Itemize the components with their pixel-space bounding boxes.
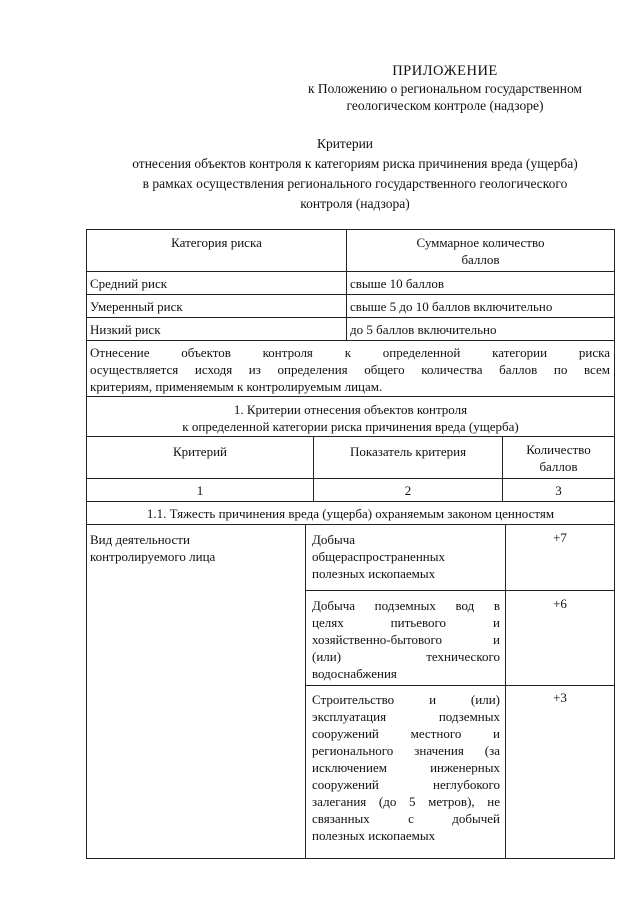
criterion-line-1: Вид деятельности (90, 532, 190, 547)
indicator-cell (312, 531, 500, 582)
criteria-line-3: контроля (надзора) (300, 196, 410, 211)
column-number-2: 2 (404, 483, 412, 498)
risk-note-line-2: осуществляется исходя из определения общего количества баллов по всем (90, 362, 610, 377)
column-header-quantity-line-1: Количество (526, 442, 591, 457)
indicator-line: полезных ископаемых (312, 828, 436, 843)
criteria-line-2: в рамках осуществления регионального государственного геологического (142, 176, 568, 191)
indicator-line: целях питьевого и (312, 615, 500, 630)
indicator-line: Добыча (312, 532, 356, 547)
appendix-title: ПРИЛОЖЕНИЕ (392, 63, 498, 79)
indicator-line: Добыча подземных вод в (312, 598, 500, 613)
indicator-cell (312, 597, 500, 682)
subsection-title: 1.1. Тяжесть причинения вреда (ущерба) охраняемым законом ценностям (146, 506, 555, 521)
criterion-line-2: контролируемого лица (90, 549, 216, 564)
indicator-line: общераспространенных (312, 549, 445, 564)
risk-header-points-line-1: Суммарное количество (416, 235, 545, 250)
section-title-line-1: 1. Критерии отнесения объектов контроля (233, 402, 468, 417)
indicator-line: сооружений местного и (312, 726, 500, 741)
indicator-score: +3 (553, 690, 567, 705)
indicator-line: исключением инженерных (312, 760, 500, 775)
risk-row-category: Средний риск (90, 276, 168, 291)
column-header-indicator: Показатель критерия (349, 444, 467, 459)
risk-header-points-line-2: баллов (461, 252, 500, 267)
risk-row-points: свыше 10 баллов (350, 276, 445, 291)
column-number-3: 3 (555, 483, 562, 498)
criteria-title-block (60, 134, 640, 214)
risk-row-points: свыше 5 до 10 баллов включительно (350, 299, 553, 314)
indicator-score: +7 (553, 530, 567, 545)
risk-header-category: Категория риска (171, 235, 262, 250)
indicator-line: регионального значения (за (312, 743, 500, 758)
indicator-line: залегания (до 5 метров), не (312, 794, 500, 809)
appendix-block (280, 63, 610, 114)
indicator-line: Строительство и (или) (312, 692, 500, 707)
column-number-1: 1 (196, 483, 204, 498)
indicator-score: +6 (553, 596, 567, 611)
risk-note-line-3: критериям, применяемым к контролируемым лицам. (90, 379, 383, 394)
indicator-cell (312, 691, 500, 844)
indicator-line: связанных с добычей (312, 811, 500, 826)
risk-row-category: Низкий риск (90, 322, 161, 337)
criteria-line-1: отнесения объектов контроля к категориям риска причинения вреда (ущерба) (132, 156, 578, 171)
section-title (87, 401, 614, 435)
appendix-line-2: геологическом контроле (надзоре) (346, 98, 544, 113)
risk-row-category: Умеренный риск (90, 299, 183, 314)
indicator-line: водоснабжения (312, 666, 397, 681)
indicator-line: сооружений неглубокого (312, 777, 500, 792)
risk-row-points: до 5 баллов включительно (350, 322, 497, 337)
column-header-quantity-line-2: баллов (539, 459, 578, 474)
column-header-quantity (503, 441, 614, 475)
indicator-line: полезных ископаемых (312, 566, 436, 581)
indicator-line: хозяйственно-бытового и (312, 632, 500, 647)
indicator-line: (или) технического (312, 649, 500, 664)
criterion-cell (90, 531, 302, 565)
appendix-line-1: к Положению о региональном государственном (308, 81, 582, 96)
indicator-line: эксплуатация подземных (312, 709, 500, 724)
section-title-line-2: к определенной категории риска причинения вреда (ущерба) (182, 419, 519, 434)
criteria-heading: Критерии (316, 136, 374, 151)
column-header-criterion: Критерий (173, 444, 227, 459)
risk-note-line-1: Отнесение объектов контроля к определенной категории риска (90, 345, 610, 360)
risk-note (90, 344, 610, 395)
risk-header-points (347, 234, 614, 268)
